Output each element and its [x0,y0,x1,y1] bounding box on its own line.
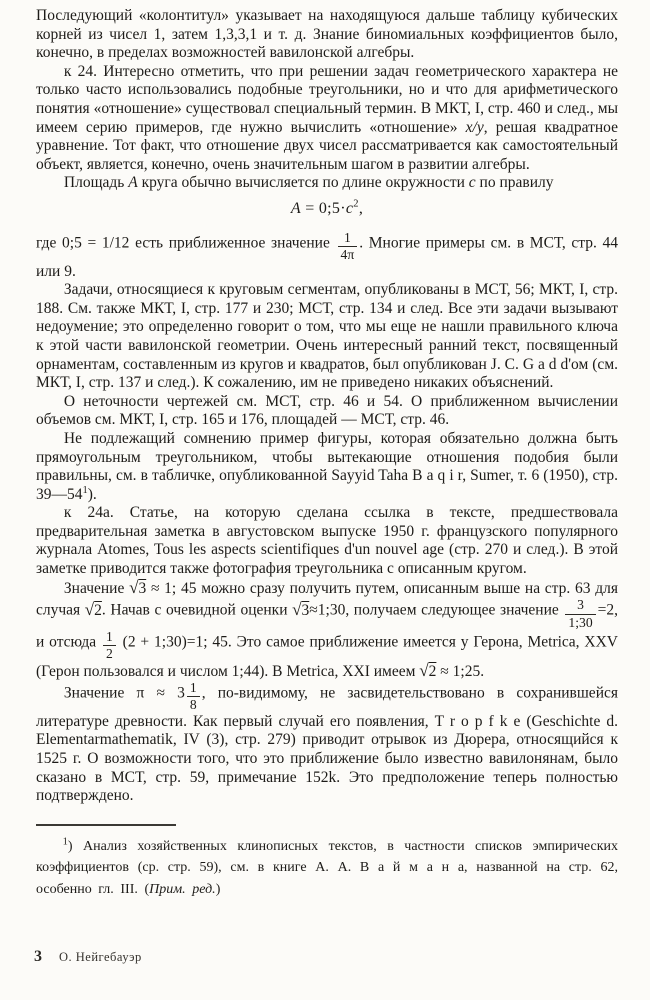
body-text [36,7,618,900]
paragraph-k24 [36,63,618,175]
math-var-c: c [345,199,354,217]
author-name: О. Нейгебауэр [59,950,142,964]
text-run: ) Анализ хозяйственных клинописных текстов, в частности списков эмпирических коэффициентов (ср. стр. 59), см. в книге А. А. В а й м а н а, названной на стр. 62, особенно гл. III. ( [36,838,618,897]
math-var-c: c [468,174,476,192]
radical-sign: √ [84,599,95,619]
text-run: ≈ 1; 45 можно сразу получить путем, описанным выше на стр. 63 для случая [36,579,618,619]
text-run: Значение [63,579,130,597]
paragraph-colophon: Последующий «колонтитул» указывает на находящуюся дальше таблицу кубических корней из чисел 1, затем 1,3,3,1 и т. д. Знание биномиальных коэффициентов было, конечно, в пределах возможностей вавилонской алгебры. [36,7,618,62]
radical-sign: √ [292,599,302,619]
sqrt-3-expression [129,577,147,597]
text-run: Значение π ≈ 3 [63,684,185,702]
paragraph-approximation [36,231,618,281]
fraction-1-over-4pi [338,231,358,263]
fraction-numerator: 3 [577,597,584,613]
radicand: 2 [94,601,102,619]
text-run: , по-видимому, не засвидетельствовано в сохранившейся литературе древности. Как первый случай его появления, T r o p f k e (Geschichte d. Elementarmathematik, IV (3), стр. 279) приводит отрывок из Дюрера, относящийся к 1525 г. О возможности того, что это приближение было известно вавилонянам, было сказано в МСТ, стр. 59, примечание 152k. Это предположение теперь полностью подтверждено. [36,684,618,805]
fraction-numerator: 1 [343,229,351,245]
fraction-1-over-2 [103,630,116,662]
fraction-denominator: 1;30 [565,614,595,630]
footnote-marker: 1 [62,836,68,848]
text-run: круга обычно вычисляется по длине окружности [137,174,469,192]
editors-note: Прим. ред. [149,881,216,897]
fraction-denominator: 2 [103,645,116,661]
paragraph-right-triangle [36,430,618,504]
math-ratio-xy: x/y [465,118,484,136]
text-run: . Многие примеры см. в МСТ, стр. 44 или 9. [36,234,618,280]
fraction-numerator: 1 [105,628,113,644]
radical-sign: √ [129,577,139,597]
text-run: ≈ 1;25. [436,662,485,680]
paragraph-k24a: к 24а. Статье, на которую сделана ссылка в тексте, предшествовала предварительная заметка в августовском выпуске 1950 г. французского популярного журнала Atomes, Tous les aspects scientifiques d'un nouvel age (стр. 270 и след.). В этой заметке приводится также фотография треугольника с описанным кругом. [36,504,618,578]
radicand: 3 [138,579,147,597]
radical-sign: √ [419,660,429,680]
text-run: Площадь [63,174,129,192]
radicand: 3 [301,601,310,619]
sqrt-3-expression [292,599,310,619]
text-run: , решая квадратное уравнение. Тот факт, что отношение двух чисел рассматривается как самостоятельный объект, является, конечно, очень значительным шагом в развитии алгебры. [36,118,618,173]
fraction-1-over-8 [187,681,200,713]
formula-circle-area [36,200,618,218]
footnote-rule [36,824,176,826]
text-run: ≈1;30, получаем следующее значение [309,601,564,619]
fraction-numerator: 1 [189,680,197,696]
text-run: по правилу [475,174,554,192]
math-var-A: A [290,199,301,217]
fraction-3-over-1-30 [565,598,595,630]
text-run: ) [215,881,221,897]
printer-signature-number: 3 [34,948,42,965]
text-run: =2, и отсюда [36,601,619,651]
text-run: (2 + 1;30)=1; 45. Это самое приближение имеется у Герона, Metrica, XXV (Герон пользовался и числом 1;44). В Metrica, XXI имеем [36,633,619,680]
page-footer [34,948,142,966]
text-run: . Начав с очевидной оценки [101,601,293,619]
sqrt-2-expression [419,660,437,680]
fraction-denominator: 8 [187,696,200,712]
text-run: где 0;5 = 1/12 есть приближенное значение [36,234,336,252]
radicand: 2 [428,662,437,680]
sqrt-2-expression [84,599,102,619]
text-run: = 0;5· [300,199,346,217]
footnote-ref: 1 [82,484,88,496]
footnote [36,836,618,901]
text-run: , [358,199,364,217]
paragraph-circle-area-intro [36,174,618,193]
math-var-A: A [128,174,138,192]
paragraph-drawings: О неточности чертежей см. МСТ, стр. 46 и 54. О приближенном вычислении объемов см. МКТ, I, стр. 165 и 176, площадей — МСТ, стр. 46. [36,392,618,429]
paragraph-pi [36,681,618,806]
fraction-denominator: 4π [338,246,358,262]
text-run: Не подлежащий сомнению пример фигуры, которая обязательно должна быть прямоугольным треугольником, чтобы вытекающие отношения подобия были правильны, см. в табличке, опубликованной Sayyid Taha B a q i r, Sumer, т. 6 (1950), стр. 39—54 [36,429,618,503]
exponent: 2 [353,198,359,210]
text-run: к 24. Интересно отметить, что при решении задач геометрического характера не только часто использовались подобные треугольники, но и что для арифметического понятия «отношение» существовал специальный термин. В МКТ, I, стр. 460 и след., мы имеем серию примеров, где нужно вычислить «отношение» [36,62,618,136]
text-run: ). [87,485,97,503]
paragraph-sqrt3 [36,579,618,681]
paragraph-segments: Задачи, относящиеся к круговым сегментам, опубликованы в МСТ, 56; МКТ, I, стр. 188. См. также МКТ, I, стр. 177 и 230; МСТ, стр. 134 и след. Все эти задачи вызывают недоумение; это определенно говорит о том, что мы еще не нашли правильного ключа к этой части вавилонской геометрии. Очень интересный ранний текст, посвященный орнаментам, составленным из кругов и квадратов, был опубликован J. C. G a d d'ом (см. МКТ, I, стр. 137 и след.). К сожалению, им не приведено никаких объяснений. [36,281,618,392]
